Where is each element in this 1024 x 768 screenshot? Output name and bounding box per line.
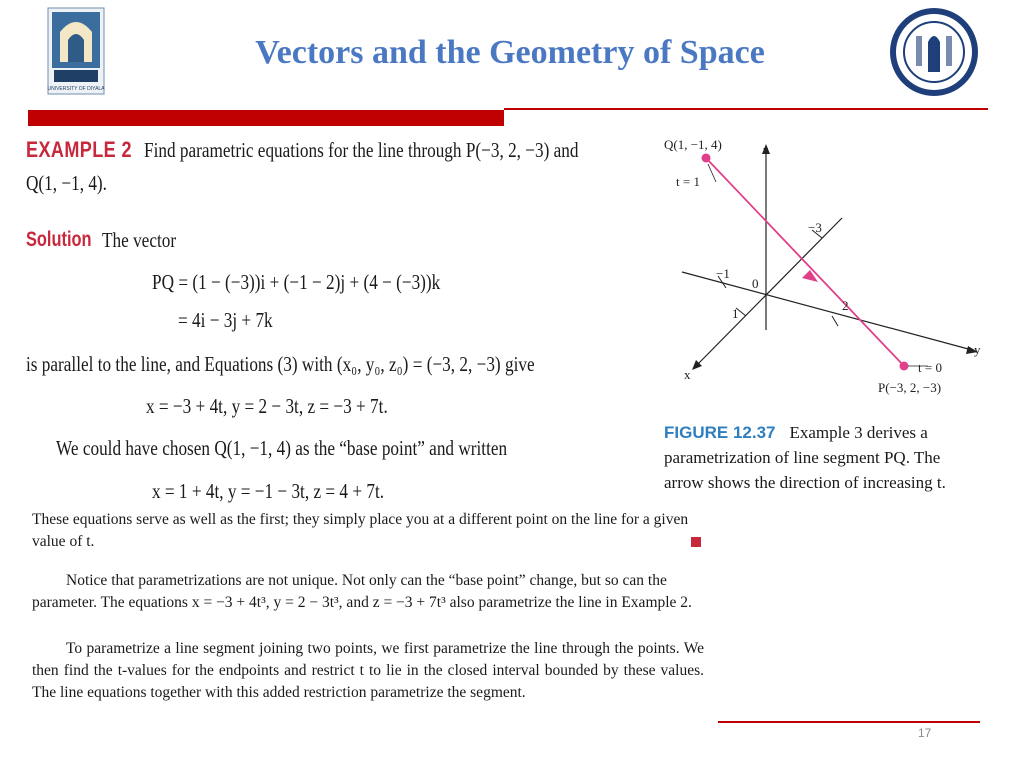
vector-equation-result: = 4i − 3j + 7k [178, 308, 273, 332]
tick-minus1: −1 [716, 266, 730, 281]
page-number: 17 [918, 726, 932, 740]
paragraph-2: Notice that parametrizations are not unique. Not only can the “base point” change, but so can the parameter. The equations x = −3 + 4t³, y = 2 − 3t³, and z = −3 + 7t³ also parametrize the line in Example 2. [32, 572, 692, 611]
x-axis [696, 218, 842, 366]
figure-diagram [662, 130, 992, 400]
solution-label: Solution [26, 228, 92, 251]
page-title: Vectors and the Geometry of Space [255, 34, 765, 71]
example-prompt-line2: Q(1, −1, 4). [26, 171, 107, 195]
figure-caption-block [664, 420, 984, 495]
figure-caption: Example 3 derives a parametrization of line segment PQ. The arrow shows the direction of increasing t. [664, 423, 946, 492]
tick-1: 1 [732, 306, 739, 321]
right-logo-text: COLLEGE OF ENGINEERIN [898, 14, 971, 51]
direction-arrow [802, 270, 818, 282]
left-logo-text: UNIVERSITY OF DIYALA [47, 86, 105, 92]
tick-minus3: −3 [808, 220, 822, 235]
solution-intro: The vector [102, 228, 177, 252]
end-of-example-mark [691, 537, 701, 547]
footer-line [718, 721, 980, 723]
figure-label: FIGURE 12.37 [664, 423, 776, 442]
paragraph-1: These equations serve as well as the first; they simply place you at a different point on the line for a given value of t. [32, 511, 689, 550]
tick-2: 2 [842, 298, 849, 313]
example-prompt-line1: Find parametric equations for the line through P(−3, 2, −3) and [144, 138, 579, 162]
tick-origin: 0 [752, 276, 759, 291]
label-tp: t = 0 [918, 360, 942, 375]
parametric-equations-1: x = −3 + 4t, y = 2 − 3t, z = −3 + 7t. [146, 394, 388, 418]
segment-pq [706, 158, 904, 366]
point-p [900, 362, 909, 371]
header-red-line [504, 108, 988, 110]
college-logo [888, 6, 980, 98]
label-tq: t = 1 [676, 174, 700, 189]
label-q: Q(1, −1, 4) [664, 137, 722, 152]
label-y: y [974, 342, 981, 357]
y-axis [682, 272, 972, 350]
label-p: P(−3, 2, −3) [878, 380, 942, 395]
label-z: z [763, 142, 769, 157]
vector-equation: PQ = (1 − (−3))i + (−1 − 2)j + (4 − (−3))k [152, 270, 441, 294]
alternate-base-text: We could have chosen Q(1, −1, 4) as the “base point” and written [56, 436, 508, 460]
parallel-text: is parallel to the line, and Equations (3) with (x₀, y₀, z₀) = (−3, 2, −3) give [26, 352, 535, 376]
point-q [702, 154, 711, 163]
parametric-equations-2: x = 1 + 4t, y = −1 − 3t, z = 4 + 7t. [152, 479, 385, 503]
paragraph-3: To parametrize a line segment joining two points, we first parametrize the line through the points. We then find the t-values for the endpoints and restrict t to lie in the closed interval bounded by these values. The line equations together with this added restriction parametrize the segment. [32, 640, 704, 701]
example-label: EXAMPLE 2 [26, 137, 132, 162]
label-x: x [684, 367, 691, 382]
header-red-bar [28, 110, 504, 126]
university-logo [46, 6, 106, 96]
